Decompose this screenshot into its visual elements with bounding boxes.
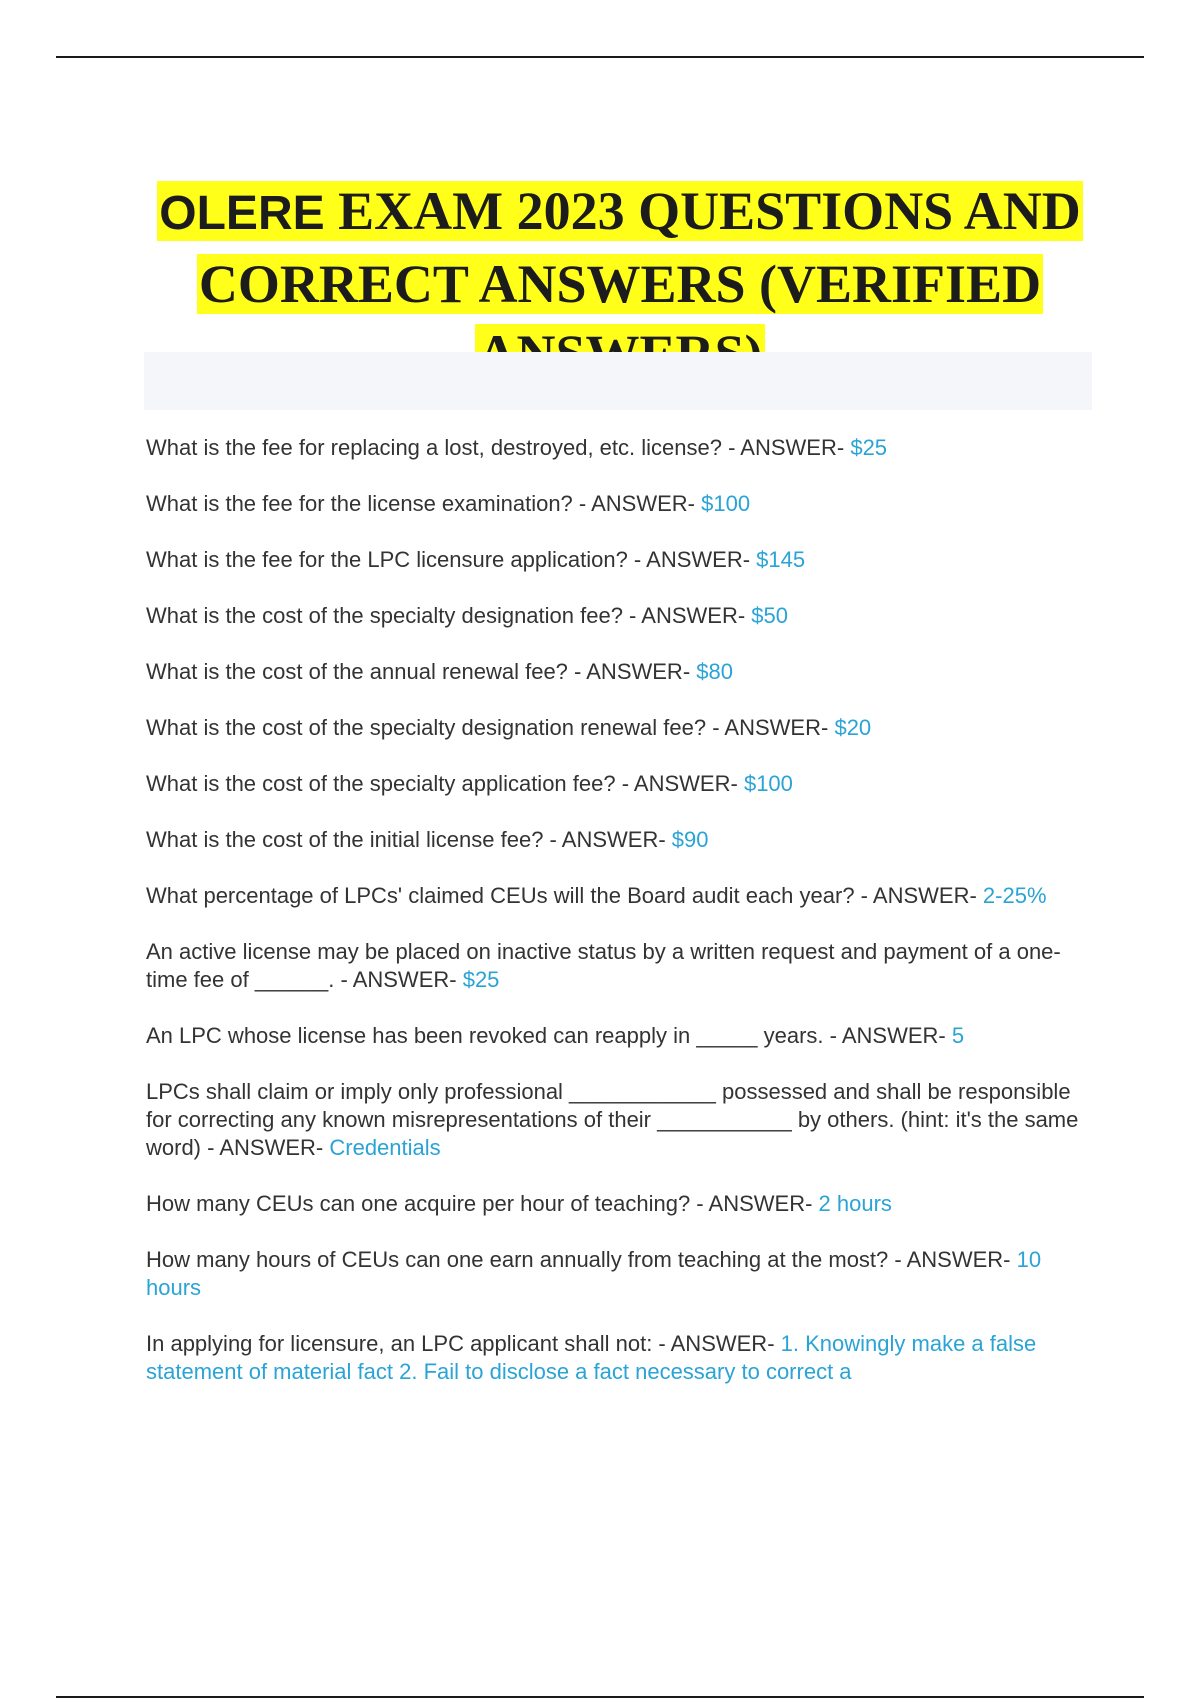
qa-item — [146, 658, 1090, 686]
top-rule — [56, 56, 1144, 58]
qa-item — [146, 1078, 1090, 1162]
question-text: An active license may be placed on inactive status by a written request and payment of a one-time fee of ______. - ANSWER- — [146, 939, 1061, 992]
answer-text: $20 — [834, 715, 872, 740]
answer-text: 10 hours — [146, 1247, 1042, 1300]
title-rest: EXAM 2023 QUESTIONS AND CORRECT ANSWERS (VERIFIED — [198, 181, 1081, 315]
title-first-word: OLERE — [159, 187, 325, 241]
answer-text: $25 — [462, 967, 500, 992]
question-text: How many CEUs can one acquire per hour of teaching? - ANSWER- — [146, 1191, 813, 1216]
answer-text: $100 — [701, 491, 751, 516]
answer-text: $80 — [696, 659, 733, 684]
answer-text: $100 — [743, 771, 793, 796]
question-text: What percentage of LPCs' claimed CEUs will the Board audit each year? - ANSWER- — [146, 883, 977, 908]
qa-item — [146, 602, 1090, 630]
answer-text: 1. Knowingly make a false statement of material fact 2. Fail to disclose a fact necessary to correct a — [146, 1331, 1037, 1384]
answer-text: $145 — [756, 547, 806, 572]
question-text: What is the fee for the license examination? - ANSWER- — [146, 491, 696, 516]
qa-item — [146, 714, 1090, 742]
question-text: LPCs shall claim or imply only professional ____________ possessed and shall be responsible for correcting any known misrepresentations of their ___________ by others. (hint: it's the same word) - ANSWER- — [146, 1079, 1079, 1160]
qa-item — [146, 490, 1090, 518]
question-text: What is the cost of the specialty application fee? - ANSWER- — [146, 771, 738, 796]
question-text: What is the fee for replacing a lost, destroyed, etc. license? - ANSWER- — [146, 435, 845, 460]
question-text: What is the cost of the specialty designation renewal fee? - ANSWER- — [146, 715, 829, 740]
answer-text: $25 — [850, 435, 888, 460]
question-text: An LPC whose license has been revoked can reapply in _____ years. - ANSWER- — [146, 1023, 946, 1048]
question-text: What is the cost of the annual renewal fee? - ANSWER- — [146, 659, 691, 684]
qa-item — [146, 770, 1090, 798]
question-text: How many hours of CEUs can one earn annually from teaching at the most? - ANSWER- — [146, 1247, 1011, 1272]
qa-item — [146, 1246, 1090, 1302]
qa-item — [146, 938, 1090, 994]
answer-text: Credentials — [329, 1135, 441, 1160]
qa-item — [146, 1190, 1090, 1218]
answer-text: 5 — [951, 1023, 965, 1048]
answer-text: $50 — [751, 603, 789, 628]
question-text: What is the fee for the LPC licensure application? - ANSWER- — [146, 547, 751, 572]
answer-text: $90 — [671, 827, 709, 852]
question-text: In applying for licensure, an LPC applicant shall not: - ANSWER- — [146, 1331, 775, 1356]
qa-list — [146, 434, 1090, 1414]
question-text: What is the cost of the initial license fee? - ANSWER- — [146, 827, 666, 852]
qa-item — [146, 882, 1090, 910]
answer-text: 2 hours — [818, 1191, 892, 1216]
qa-item — [146, 434, 1090, 462]
answer-text: 2-25% — [982, 883, 1047, 908]
qa-item — [146, 546, 1090, 574]
qa-item — [146, 1330, 1090, 1386]
title-shade-bar — [144, 352, 1092, 410]
qa-item — [146, 1022, 1090, 1050]
question-text: What is the cost of the specialty designation fee? - ANSWER- — [146, 603, 746, 628]
bottom-rule — [56, 1696, 1144, 1698]
qa-item — [146, 826, 1090, 854]
